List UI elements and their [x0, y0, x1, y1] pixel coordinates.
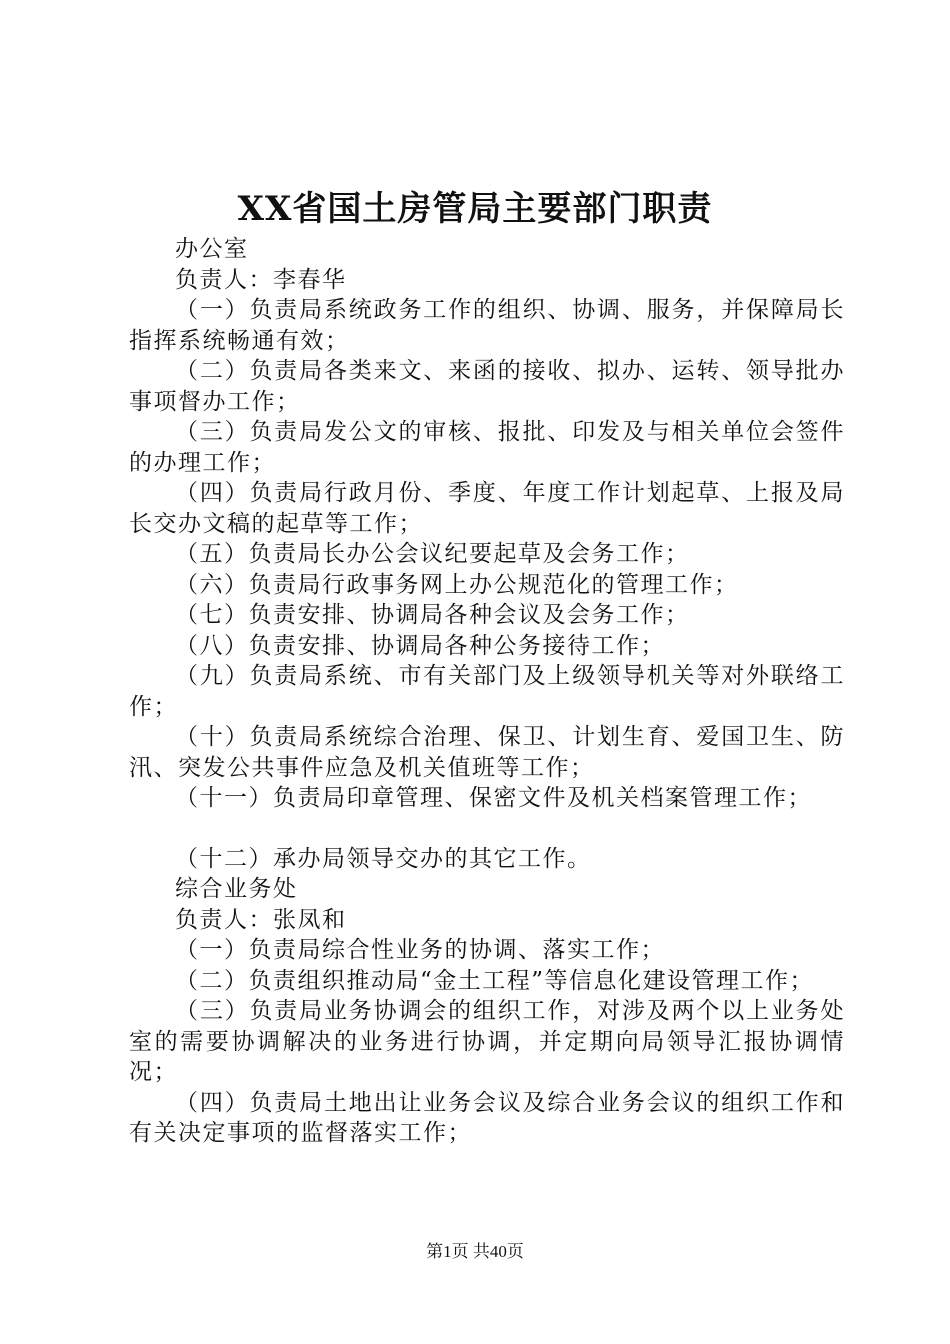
- office-duty-7: （七）负责安排、协调局各种会议及会务工作；: [175, 602, 690, 628]
- document-title: XX省国土房管局主要部门职责: [237, 189, 713, 229]
- office-duty-11: （十一）负责局印章管理、保密文件及机关档案管理工作；: [175, 785, 812, 811]
- section-heading-business: 综合业务处: [175, 876, 298, 902]
- business-responsible-person: 负责人：张凤和: [175, 906, 347, 933]
- office-duty-8: （八）负责安排、协调局各种公务接待工作；: [175, 632, 665, 659]
- office-responsible-person: 负责人：李春华: [175, 266, 347, 293]
- office-duty-2: （二）负责局各类来文、来函的接收、拟办、运转、领导批办事项督办工作；: [129, 358, 845, 415]
- office-duty-4: （四）负责局行政月份、季度、年度工作计划起草、上报及局长交办文稿的起草等工作；: [129, 480, 845, 537]
- section-heading-office: 办公室: [175, 236, 249, 262]
- business-duty-2: （二）负责组织推动局“金土工程”等信息化建设管理工作；: [175, 967, 815, 994]
- paragraph-gap: [129, 814, 845, 844]
- business-duty-4: （四）负责局土地出让业务会议及综合业务会议的组织工作和有关决定事项的监督落实工作；: [129, 1089, 845, 1146]
- office-duty-5: （五）负责局长办公会议纪要起草及会务工作；: [175, 541, 690, 567]
- office-duty-9: （九）负责局系统、市有关部门及上级领导机关等对外联络工作；: [129, 663, 845, 720]
- office-duty-6: （六）负责局行政事务网上办公规范化的管理工作；: [175, 571, 739, 598]
- business-duty-1: （一）负责局综合性业务的协调、落实工作；: [175, 937, 665, 963]
- page-footer: 第1页 共40页: [426, 1242, 524, 1261]
- document-body: [129, 234, 845, 1149]
- office-duty-1: （一）负责局系统政务工作的组织、协调、服务，并保障局长指挥系统畅通有效；: [129, 297, 845, 354]
- office-duty-12: （十二）承办局领导交办的其它工作。: [175, 845, 592, 872]
- business-duty-3: （三）负责局业务协调会的组织工作，对涉及两个以上业务处室的需要协调解决的业务进行协调，并定期向局领导汇报协调情况；: [129, 998, 845, 1085]
- office-duty-10: （十）负责局系统综合治理、保卫、计划生育、爱国卫生、防汛、突发公共事件应急及机关值班等工作；: [129, 724, 845, 781]
- office-duty-3: （三）负责局发公文的审核、报批、印发及与相关单位会签件的办理工作；: [129, 419, 845, 476]
